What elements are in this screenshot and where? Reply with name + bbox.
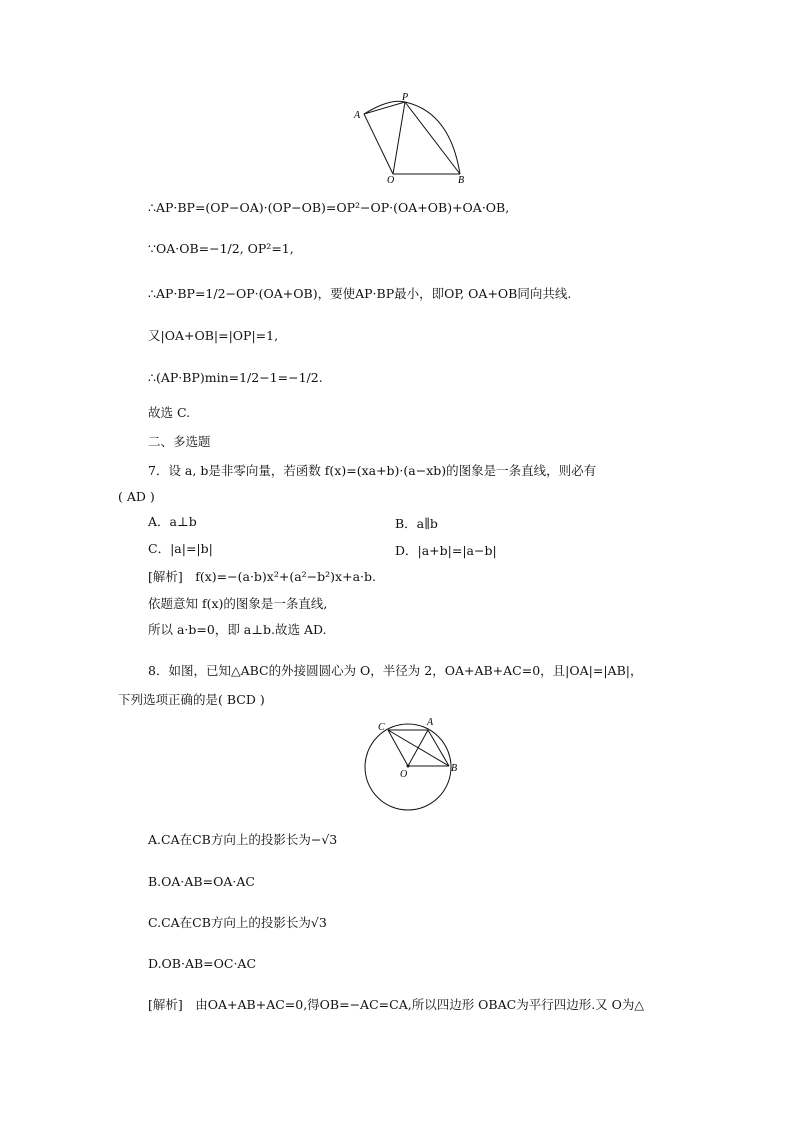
label-A: A <box>354 110 361 121</box>
figure-circle-diagram <box>360 712 470 816</box>
question-7-answer: ( AD ) <box>118 489 155 504</box>
label-A: A <box>427 717 434 728</box>
segment-OA <box>364 114 393 174</box>
arc-APB <box>364 101 460 174</box>
derivation-line-1: ∴AP·BP=(OP−OA)·(OP−OB)=OP²−OP·(OA+OB)+OA·OB, <box>148 200 510 215</box>
derivation-line-4: 又|OA+OB|=|OP|=1, <box>148 328 279 343</box>
label-C: C <box>378 722 385 733</box>
q7-option-d: D．|a+b|=|a−b| <box>395 543 497 558</box>
q8-option-d: D.OB·AB=OC·AC <box>148 956 257 971</box>
q7-option-b: B．a∥b <box>395 516 438 531</box>
derivation-line-2: ∵OA·OB=−1/2, OP²=1, <box>148 241 294 256</box>
question-7-stem: 7．设 a, b是非零向量，若函数 f(x)=(xa+b)·(a−xb)的图象是一条直线，则必有 <box>148 463 597 478</box>
q8-option-c: C.CA在CB方向上的投影长为√3 <box>148 915 327 930</box>
q8-solution-1: [解析] 由OA+AB+AC=0,得OB=−AC=CA,所以四边形 OBAC为平行四边形.又 O为△ <box>148 997 644 1012</box>
derivation-line-5: ∴(AP·BP)min=1/2−1=−1/2. <box>148 370 323 385</box>
segment-AB <box>428 730 449 766</box>
question-8-stem: 8．如图，已知△ABC的外接圆圆心为 O，半径为 2，OA+AB+AC=0，且|OA|=|AB|， <box>148 663 643 678</box>
segment-BP <box>405 102 460 174</box>
q7-option-c: C．|a|=|b| <box>148 541 213 556</box>
q7-option-a: A．a⊥b <box>148 514 197 529</box>
label-B: B <box>458 175 465 184</box>
center-point <box>407 765 410 768</box>
derivation-line-3: ∴AP·BP=1/2−OP·(OA+OB)，要使AP·BP最小，即OP, OA+OB同向共线. <box>148 286 572 301</box>
label-B: B <box>451 763 458 774</box>
label-O: O <box>400 769 408 780</box>
q7-solution-2: 依题意知 f(x)的图象是一条直线, <box>148 596 328 611</box>
q7-solution-3: 所以 a·b=0，即 a⊥b.故选 AD. <box>148 622 327 637</box>
section-heading: 二、多选题 <box>148 434 211 449</box>
question-8-stem-cont: 下列选项正确的是( BCD ) <box>118 692 265 707</box>
q8-option-a: A.CA在CB方向上的投影长为−√3 <box>148 832 338 847</box>
q8-option-b: B.OA·AB=OA·AC <box>148 874 255 889</box>
segment-OA <box>408 730 428 766</box>
label-P: P <box>402 92 409 103</box>
segment-OP <box>393 102 405 174</box>
answer-line: 故选 C. <box>148 405 191 420</box>
figure-arc-diagram <box>350 92 470 184</box>
label-O: O <box>387 175 395 184</box>
q7-solution-1: [解析] f(x)=−(a·b)x²+(a²−b²)x+a·b. <box>148 569 376 584</box>
